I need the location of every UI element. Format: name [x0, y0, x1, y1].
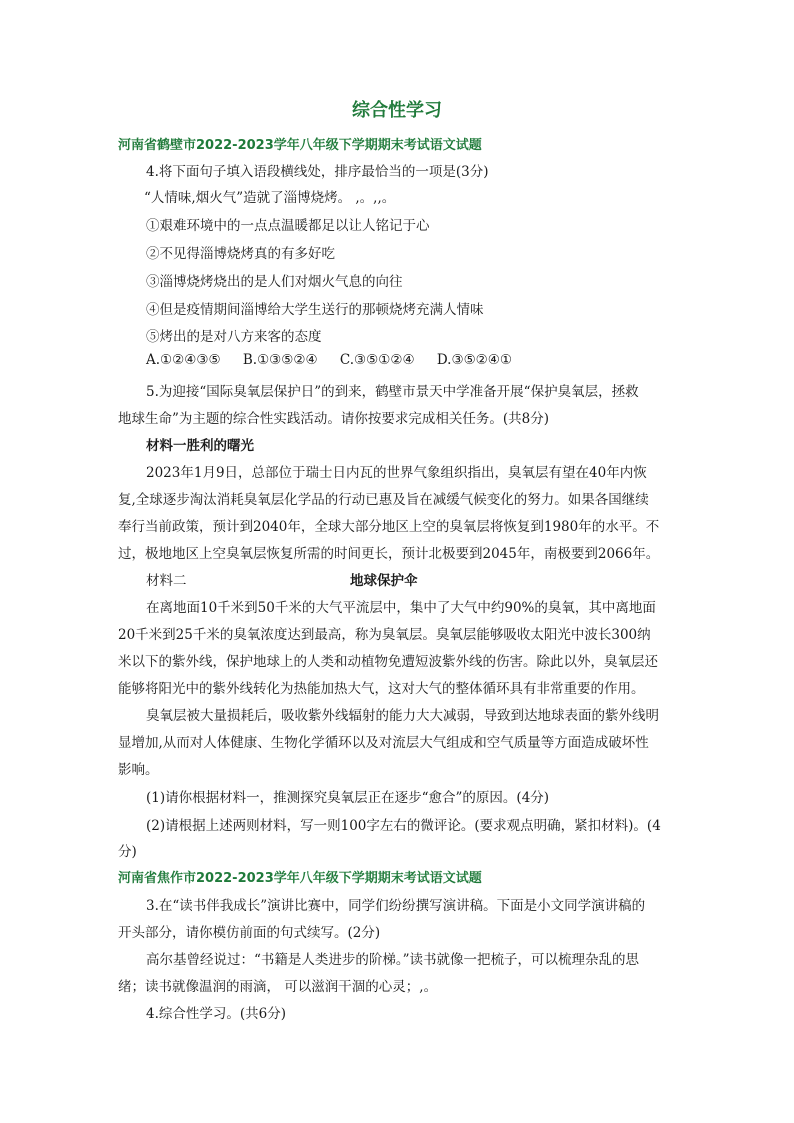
- q4-options: [146, 352, 530, 368]
- q4-item-4: ④但是疫情期间淄博给大学生送行的那顿烧烤充满人情味: [146, 302, 484, 318]
- material-two-p2-line3: 影响。: [118, 762, 159, 778]
- q4-item-2: ②不见得淄博烧烤真的有多好吃: [146, 246, 335, 262]
- material-two-p2-line2: 显增加,从而对人体健康、生物化学循环以及对流层大气组成和空气质量等方面造成破坏性: [118, 735, 649, 751]
- material-two-p1-line1: 在离地面10千米到50千米的大气平流层中，集中了大气中约90%的臭氧，其中离地面: [146, 600, 656, 616]
- q4-comprehensive-stem: 4.综合性学习。(共6分): [146, 1006, 287, 1022]
- source-heading-hebi: 河南省鹤壁市2022-2023学年八年级下学期期末考试语文试题: [118, 138, 482, 153]
- material-one-label: 材料一胜利的曙光: [146, 438, 254, 454]
- q3-text-line1: 高尔基曾经说过：“书籍是人类进步的阶梯。”读书就像一把梳子，可以梳理杂乱的思: [146, 952, 640, 968]
- page-title: 综合性学习: [352, 100, 442, 121]
- q4-option-d: D.③⑤②④①: [436, 352, 512, 368]
- material-two-p1-line3: 米以下的紫外线，保护地球上的人类和动植物免遭短波紫外线的伤害。除此以外，臭氧层还: [118, 654, 658, 670]
- q4-context: “人情味,烟火气”造就了淄博烧烤。 ,。,,。: [144, 190, 396, 206]
- q4-item-3: ③淄博烧烤烧出的是人们对烟火气息的向往: [146, 274, 403, 290]
- q5-subquestion-1: (1)请你根据材料一，推测探究臭氧层正在逐步“愈合”的原因。(4分): [146, 790, 550, 806]
- q3-stem-line1: 3.在“读书伴我成长”演讲比赛中，同学们纷纷撰写演讲稿。下面是小文同学演讲稿的: [146, 898, 646, 914]
- material-one-line3: 奉行当前政策，预计到2040年，全球大部分地区上空的臭氧层将恢复到1980年的水平。不: [118, 519, 660, 535]
- q5-stem-line2: 地球生命”为主题的综合性实践活动。请你按要求完成相关任务。(共8分): [118, 411, 550, 427]
- material-two-p1-line2: 20千米到25千米的臭氧浓度达到最高，称为臭氧层。臭氧层能够吸收太阳光中波长300纳: [118, 627, 651, 643]
- material-two-title: 地球保护伞: [350, 573, 418, 589]
- q4-item-5: ⑤烤出的是对八方来客的态度: [146, 329, 322, 345]
- material-two-label: 材料二: [146, 573, 187, 589]
- material-one-line2: 复,全球逐步淘汰消耗臭氧层化学品的行动已惠及旨在减缓气候变化的努力。如果各国继续: [118, 492, 649, 508]
- q5-stem-line1: 5.为迎接“国际臭氧层保护日”的到来，鹤壁市景天中学准备开展“保护臭氧层，拯救: [146, 384, 639, 400]
- material-one-line4: 过，极地地区上空臭氧层恢复所需的时间更长，预计北极要到2045年，南极要到2066年。: [118, 546, 660, 562]
- material-two-p2-line1: 臭氧层被大量损耗后，吸收紫外线辐射的能力大大减弱，导致到达地球表面的紫外线明: [146, 708, 659, 724]
- q4-option-a: A.①②④③⑤: [146, 352, 221, 368]
- q4-option-b: B.①③⑤②④: [242, 352, 318, 368]
- material-two-p1-line4: 能够将阳光中的紫外线转化为热能加热大气，这对大气的整体循环具有非常重要的作用。: [118, 681, 645, 697]
- q5-subquestion-2-line2: 分): [118, 844, 137, 860]
- q5-subquestion-2-line1: (2)请根据上述两则材料，写一则100字左右的微评论。(要求观点明确，紧扣材料)。(4: [146, 818, 661, 834]
- q3-stem-line2: 开头部分，请你模仿前面的句式续写。(2分): [118, 925, 381, 941]
- q4-option-c: C.③⑤①②④: [339, 352, 415, 368]
- material-one-line1: 2023年1月9日，总部位于瑞士日内瓦的世界气象组织指出，臭氧层有望在40年内恢: [146, 465, 647, 481]
- source-heading-jiaozuo: 河南省焦作市2022-2023学年八年级下学期期末考试语文试题: [118, 871, 482, 886]
- q4-stem: 4.将下面句子填入语段横线处，排序最恰当的一项是(3分): [146, 164, 489, 180]
- q3-text-line2: 绪；读书就像温润的雨滴， 可以滋润干涸的心灵；,。: [118, 979, 438, 995]
- q4-item-1: ①艰难环境中的一点点温暖都足以让人铭记于心: [146, 218, 430, 234]
